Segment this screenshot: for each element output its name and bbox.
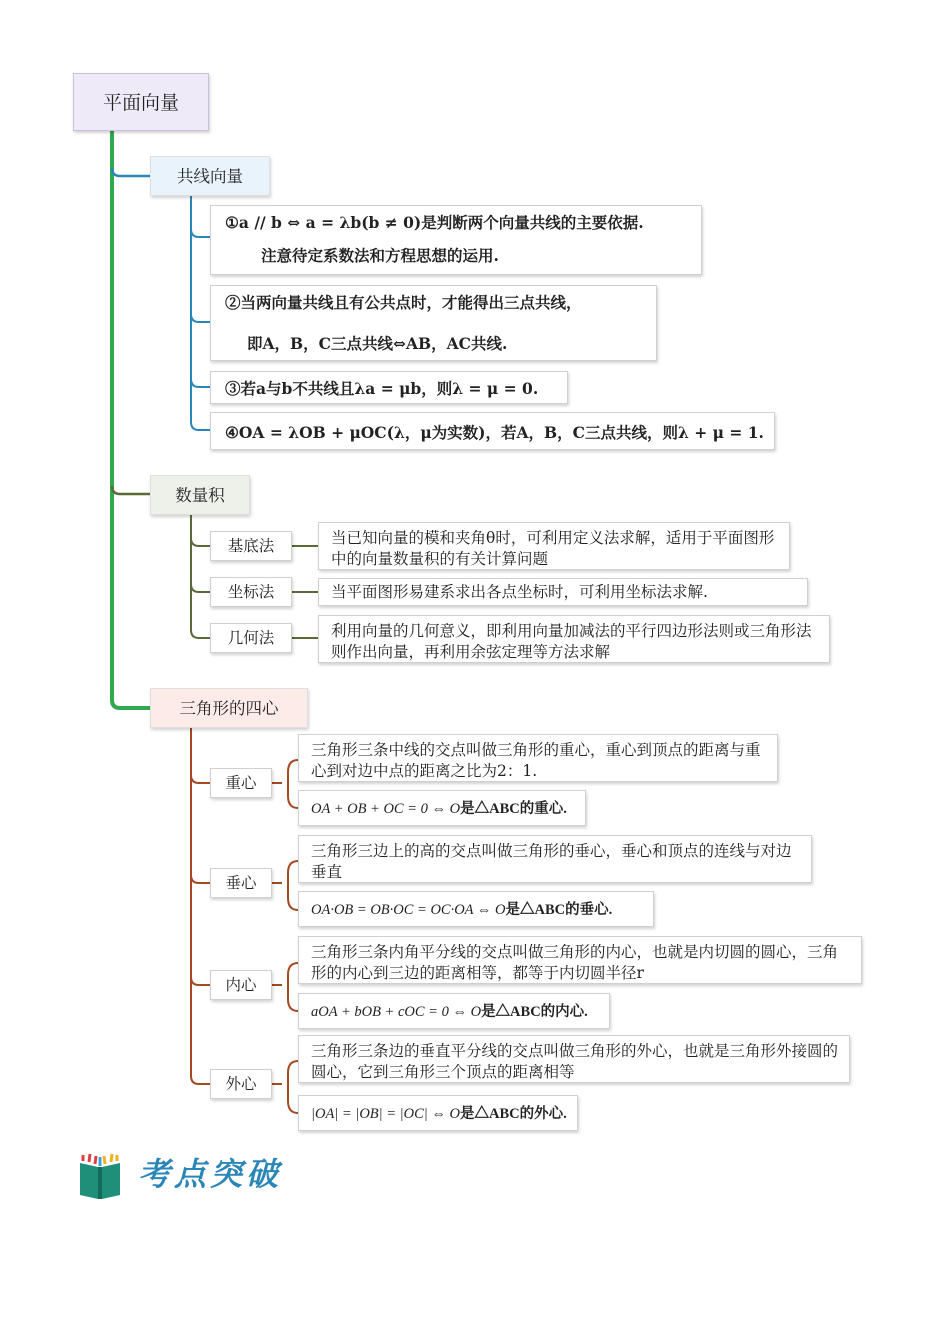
collinear-rule-2 [210, 285, 657, 361]
centroid-formula-expr: OA + OB + OC = 0 ⇔ O [311, 801, 461, 817]
node-collinear-vectors[interactable]: 共线向量 [150, 156, 270, 196]
orthocenter-definition: 三角形三边上的高的交点叫做三角形的垂心，垂心和顶点的连线与对边垂直 [298, 835, 812, 883]
method-geometric-text: 利用向量的几何意义，即利用向量加减法的平行四边形法则或三角形法则作出向量，再利用余弦定理等方法求解 [318, 615, 830, 663]
center-circumcenter[interactable]: 外心 [210, 1069, 272, 1099]
center-orthocenter[interactable]: 垂心 [210, 868, 272, 898]
branch-dot [112, 486, 150, 494]
collinear-rule-1 [210, 205, 702, 275]
root-node[interactable]: 平面向量 [73, 73, 209, 131]
footer-title: 考点突破 [138, 1155, 283, 1193]
circumcenter-formula-expr: |OA| = |OB| = |OC| ⇔ O [311, 1106, 461, 1122]
incenter-formula-expr: aOA + bOB + cOC = 0 ⇔ O [311, 1004, 482, 1020]
method-coordinate-text: 当平面图形易建系求出各点坐标时，可利用坐标法求解. [318, 578, 808, 606]
method-basis[interactable]: 基底法 [210, 531, 292, 561]
book-icon [76, 1153, 124, 1201]
collinear-rule-4-line1: ④OA = λOB + μOC(λ，μ为实数)，若A，B，C三点共线，则λ + μ = 1. [225, 423, 764, 442]
orthocenter-formula [298, 891, 654, 927]
center-centroid[interactable]: 重心 [210, 768, 272, 798]
incenter-formula [298, 993, 610, 1029]
collinear-rule-2-line1: ②当两向量共线且有公共点时，才能得出三点共线， [225, 293, 582, 312]
trunk-connector [112, 131, 150, 708]
circumcenter-formula [298, 1095, 578, 1131]
collinear-rule-1-line2: 注意待定系数法和方程思想的运用. [261, 246, 499, 265]
branch-collinear [112, 168, 150, 176]
circumcenter-formula-suffix: 是△ABC的外心. [460, 1106, 567, 1122]
method-geometric[interactable]: 几何法 [210, 623, 292, 653]
node-triangle-centers[interactable]: 三角形的四心 [150, 688, 308, 728]
circumcenter-definition: 三角形三条边的垂直平分线的交点叫做三角形的外心，也就是三角形外接圆的圆心，它到三角形三个顶点的距离相等 [298, 1035, 850, 1083]
node-dot-product[interactable]: 数量积 [150, 475, 250, 515]
collinear-rule-4 [210, 412, 775, 450]
centroid-definition: 三角形三条中线的交点叫做三角形的重心，重心到顶点的距离与重心到对边中点的距离之比为2：1. [298, 734, 778, 782]
incenter-definition: 三角形三条内角平分线的交点叫做三角形的内心，也就是内切圆的圆心，三角形的内心到三边的距离相等，都等于内切圆半径r [298, 936, 862, 984]
orthocenter-formula-expr: OA·OB = OB·OC = OC·OA ⇔ O [311, 902, 506, 918]
method-basis-text: 当已知向量的模和夹角θ时，可利用定义法求解，适用于平面图形中的向量数量积的有关计算问题 [318, 522, 790, 570]
collinear-rule-2-line2: 即A，B，C三点共线⇔AB，AC共线. [247, 334, 508, 353]
collinear-rule-3 [210, 371, 568, 404]
centroid-formula [298, 790, 586, 826]
centroid-formula-suffix: 是△ABC的重心. [460, 801, 567, 817]
center-incenter[interactable]: 内心 [210, 970, 272, 1000]
orthocenter-formula-suffix: 是△ABC的垂心. [505, 902, 613, 918]
collinear-rule-3-line1: ③若a与b不共线且λa = μb，则λ = μ = 0. [225, 379, 539, 398]
method-coordinate[interactable]: 坐标法 [210, 577, 292, 607]
incenter-formula-suffix: 是△ABC的内心. [481, 1004, 588, 1020]
collinear-rule-1-line1: ①a // b ⇔ a = λb(b ≠ 0)是判断两个向量共线的主要依据. [225, 213, 644, 232]
